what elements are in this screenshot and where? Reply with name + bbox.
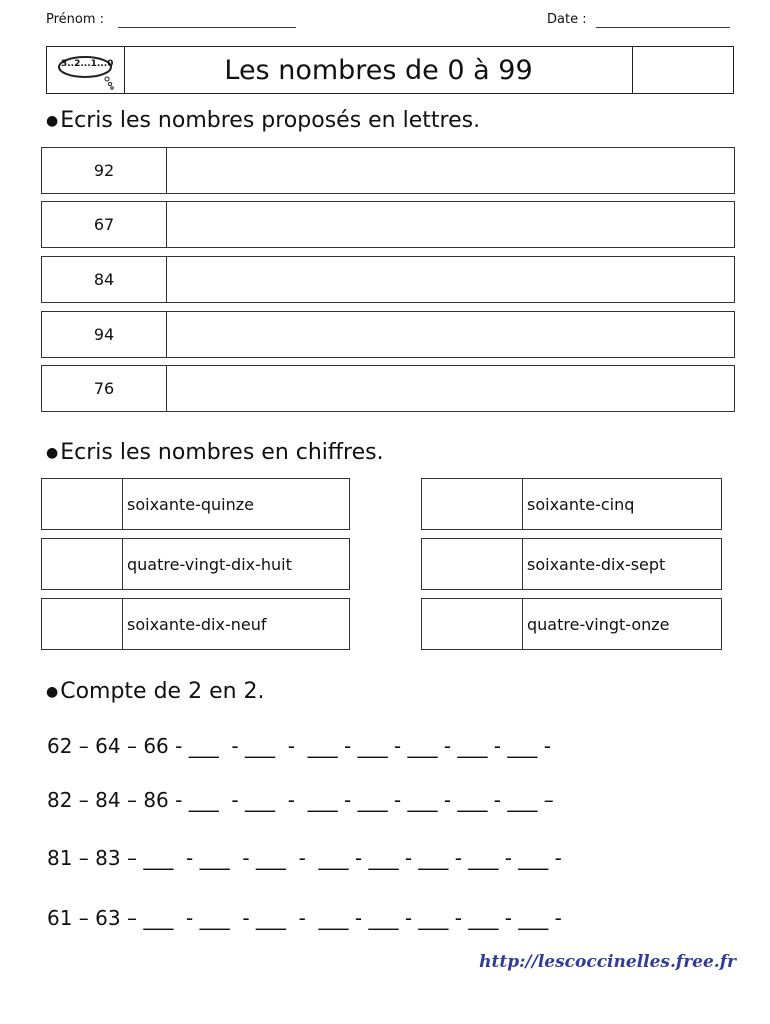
digit-answer-field[interactable] — [422, 539, 523, 589]
number-cell: 67 — [42, 202, 167, 247]
digit-answer-field[interactable] — [42, 479, 123, 529]
number-cell: 76 — [42, 366, 167, 411]
score-cell[interactable] — [632, 47, 733, 93]
number-row — [41, 365, 735, 412]
footer-link[interactable]: http://lescoccinelles.free.fr — [479, 952, 736, 972]
digit-answer-field[interactable] — [422, 479, 523, 529]
word-row — [421, 538, 722, 590]
answer-field[interactable] — [167, 257, 734, 302]
word-row — [421, 598, 722, 650]
count-sequence[interactable]: 82 – 84 – 86 - ___ - ___ - ___ - ___ - ___ - ___ - ___ – — [47, 788, 554, 812]
digit-answer-field[interactable] — [422, 599, 523, 649]
word-row — [41, 478, 350, 530]
section2-title: Ecris les nombres en chiffres. — [60, 440, 384, 465]
word-row — [41, 538, 350, 590]
word-row — [421, 478, 722, 530]
word-cell: quatre-vingt-onze — [527, 614, 670, 634]
number-row — [41, 256, 735, 303]
bullet-icon: ● — [46, 684, 59, 700]
bullet-icon: ● — [46, 445, 59, 461]
date-label: Date : — [547, 12, 587, 27]
answer-field[interactable] — [167, 148, 734, 193]
number-row — [41, 147, 735, 194]
count-sequence[interactable]: 62 – 64 – 66 - ___ - ___ - ___ - ___ - ___ - ___ - ___ - — [47, 734, 551, 758]
prenom-label: Prénom : — [46, 12, 105, 27]
answer-field[interactable] — [167, 366, 734, 411]
word-cell: soixante-dix-neuf — [127, 614, 267, 634]
section3-heading — [46, 679, 265, 704]
answer-field[interactable] — [167, 202, 734, 247]
section3-title: Compte de 2 en 2. — [60, 679, 265, 704]
count-sequence[interactable]: 81 – 83 – ___ - ___ - ___ - ___ - ___ - ___ - ___ - ___ - — [47, 846, 562, 870]
number-cell: 84 — [42, 257, 167, 302]
number-row — [41, 201, 735, 248]
number-cell: 92 — [42, 148, 167, 193]
count-sequence[interactable]: 61 – 63 – ___ - ___ - ___ - ___ - ___ - ___ - ___ - ___ - — [47, 906, 562, 930]
prenom-line[interactable] — [118, 27, 296, 28]
word-row — [41, 598, 350, 650]
logo-text: 3..2...1...0 — [61, 59, 114, 69]
number-cell: 94 — [42, 312, 167, 357]
thought-bubble-icon — [47, 47, 124, 93]
answer-field[interactable] — [167, 312, 734, 357]
page-title: Les nombres de 0 à 99 — [224, 54, 533, 86]
digit-answer-field[interactable] — [42, 539, 123, 589]
section1-heading — [46, 108, 480, 133]
section1-title: Ecris les nombres proposés en lettres. — [60, 108, 481, 133]
title-table — [46, 46, 734, 94]
word-cell: soixante-quinze — [127, 494, 254, 514]
section2-heading — [46, 440, 384, 465]
word-cell: quatre-vingt-dix-huit — [127, 554, 292, 574]
logo-cell — [47, 47, 125, 93]
date-line[interactable] — [596, 27, 730, 28]
number-row — [41, 311, 735, 358]
digit-answer-field[interactable] — [42, 599, 123, 649]
bullet-icon: ● — [46, 113, 59, 129]
word-cell: soixante-cinq — [527, 494, 635, 514]
word-cell: soixante-dix-sept — [527, 554, 666, 574]
